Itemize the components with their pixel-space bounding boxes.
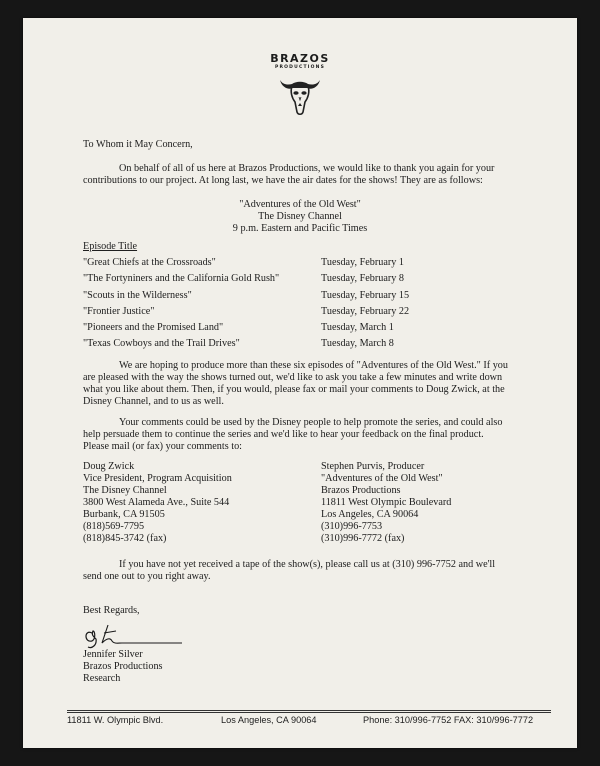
contact-line: Stephen Purvis, Producer <box>321 461 425 472</box>
para2-line-2: are pleased with the way the shows turned out, we'd like to ask you take a few minutes and write down <box>83 372 503 383</box>
episode-header: Episode Title <box>83 241 138 252</box>
episode-date: Tuesday, March 1 <box>321 322 394 333</box>
episode-date: Tuesday, February 1 <box>321 257 405 268</box>
contact-line: Los Angeles, CA 90064 <box>321 509 419 520</box>
contact-line: The Disney Channel <box>83 485 167 496</box>
signer-department: Research <box>83 673 121 684</box>
intro-line-1: On behalf of all of us here at Brazos Productions, we would like to thank you again for your <box>119 163 495 174</box>
steer-skull-icon <box>277 72 323 116</box>
para2-line-4: Disney Channel, and to us as well. <box>83 396 224 407</box>
episode-title: "Great Chiefs at the Crossroads" <box>83 257 216 268</box>
episode-title: "Texas Cowboys and the Trail Drives" <box>83 338 240 349</box>
brand-subtitle: PRODUCTIONS <box>274 65 326 70</box>
episode-date: Tuesday, March 8 <box>321 338 394 349</box>
para4-line-1: If you have not yet received a tape of the show(s), please call us at (310) 996-7752 and we'll <box>119 559 496 570</box>
footer-divider <box>67 712 551 713</box>
episode-date: Tuesday, February 15 <box>321 290 410 301</box>
episode-title: "Pioneers and the Promised Land" <box>83 322 224 333</box>
intro-line-2: contributions to our project. At long last, we have the air dates for the shows! They are as follows: <box>83 175 483 186</box>
para3-line-2: help persuade them to continue the series and we'd like to hear your feedback on the final product. <box>83 429 484 440</box>
footer-address: 11811 W. Olympic Blvd. <box>67 715 164 725</box>
signature <box>82 621 192 651</box>
contact-line: "Adventures of the Old West" <box>321 473 443 484</box>
episode-title: "Scouts in the Wilderness" <box>83 290 192 301</box>
episode-date: Tuesday, February 8 <box>321 273 405 284</box>
para3-line-1: Your comments could be used by the Disney people to help promote the series, and could also <box>119 417 503 428</box>
letterhead-logo <box>23 52 577 116</box>
show-network: The Disney Channel <box>258 211 342 222</box>
contact-line: (818)845-3742 (fax) <box>83 533 167 544</box>
salutation: To Whom it May Concern, <box>83 139 193 150</box>
contact-line: Doug Zwick <box>83 461 135 472</box>
footer-phone: Phone: 310/996-7752 FAX: 310/996-7772 <box>363 715 534 725</box>
contact-line: 11811 West Olympic Boulevard <box>321 497 452 508</box>
para3-line-3: Please mail (or fax) your comments to: <box>83 441 242 452</box>
para4-line-2: send one out to you right away. <box>83 571 211 582</box>
letter-page <box>23 18 577 748</box>
episode-date: Tuesday, February 22 <box>321 306 410 317</box>
episode-title: "Frontier Justice" <box>83 306 155 317</box>
contact-line: Brazos Productions <box>321 485 401 496</box>
episode-title: "The Fortyniners and the California Gold Rush" <box>83 273 280 284</box>
contact-line: Vice President, Program Acquisition <box>83 473 232 484</box>
contact-line: (310)996-7753 <box>321 521 383 532</box>
contact-line: (310)996-7772 (fax) <box>321 533 405 544</box>
contact-line: 3800 West Alameda Ave., Suite 544 <box>83 497 230 508</box>
brand-name: BRAZOS <box>270 52 330 65</box>
contact-line: Burbank, CA 91505 <box>83 509 165 520</box>
para2-line-3: what you like about them. Then, if you would, please fax or mail your comments to Doug Zwick, at the <box>83 384 505 395</box>
signer-name: Jennifer Silver <box>83 649 143 660</box>
closing: Best Regards, <box>83 605 140 616</box>
footer-city: Los Angeles, CA 90064 <box>221 715 317 725</box>
signer-company: Brazos Productions <box>83 661 163 672</box>
para2-line-1: We are hoping to produce more than these six episodes of "Adventures of the Old West." If you <box>119 360 508 371</box>
show-time: 9 p.m. Eastern and Pacific Times <box>232 223 368 234</box>
contact-line: (818)569-7795 <box>83 521 145 532</box>
footer-divider <box>67 710 551 711</box>
show-title: "Adventures of the Old West" <box>239 199 361 210</box>
